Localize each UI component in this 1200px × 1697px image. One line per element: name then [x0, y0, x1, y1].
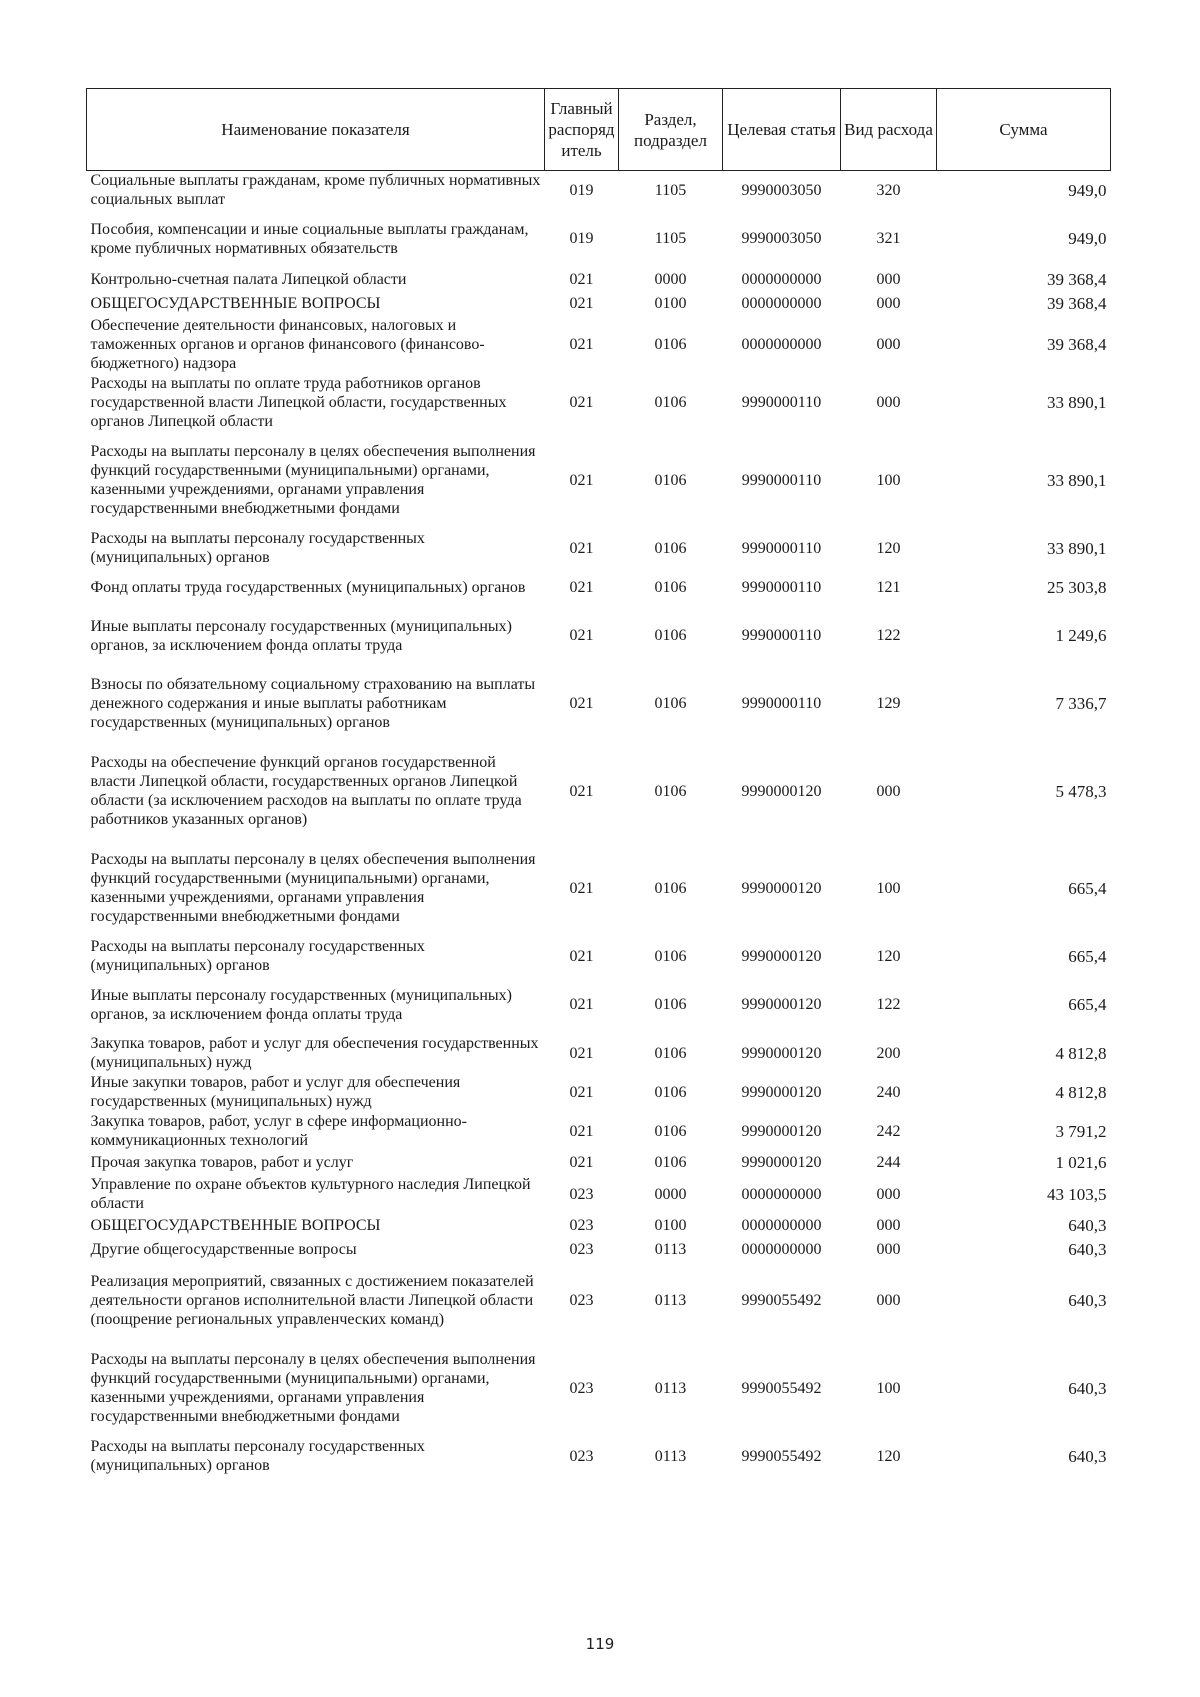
- table-row: [87, 432, 1111, 529]
- row-razdel: 0106: [654, 879, 687, 897]
- row-name: Социальные выплаты гражданам, кроме публичных нормативных социальных выплат: [90, 172, 541, 209]
- row-glavny: 021: [569, 879, 594, 897]
- row-vid: 242: [876, 1122, 901, 1140]
- row-celevaya: 9990000120: [741, 1122, 822, 1140]
- page-number: 119: [585, 1635, 615, 1653]
- row-vid: 000: [876, 295, 901, 312]
- row-name: Другие общегосударственные вопросы: [90, 1241, 357, 1258]
- row-summa: 665,4: [1068, 995, 1107, 1014]
- row-glavny: 021: [569, 394, 594, 411]
- table-row: [87, 1214, 1111, 1238]
- row-summa: 949,0: [1068, 229, 1107, 248]
- table-row: [87, 1262, 1111, 1340]
- row-razdel: 0106: [654, 1122, 687, 1140]
- row-glavny: 021: [569, 271, 594, 288]
- row-razdel: 0100: [654, 295, 687, 312]
- row-celevaya: 9990055492: [741, 1379, 822, 1397]
- row-celevaya: 9990003050: [741, 230, 822, 247]
- row-glavny: 021: [569, 539, 594, 557]
- row-vid: 122: [876, 996, 901, 1013]
- row-glavny: 021: [569, 627, 594, 644]
- row-glavny: 021: [569, 1044, 594, 1062]
- row-name: Иные выплаты персоналу государственных (муниципальных) органов, за исключением фонда оплаты труда: [90, 617, 512, 654]
- row-summa: 1 021,6: [1055, 1153, 1107, 1172]
- row-summa: 33 890,1: [1047, 470, 1107, 490]
- row-name: Расходы на обеспечение функций органов государственной власти Липецкой области, государственных органов Липецкой области (за исключением расходов на выплаты по оплате труда работников указанных органов): [90, 754, 522, 828]
- row-razdel: 0106: [654, 1083, 687, 1101]
- row-celevaya: 0000000000: [741, 1185, 822, 1203]
- table-row: [87, 1175, 1111, 1214]
- budget-table: [86, 88, 1111, 1476]
- table-row: [87, 1034, 1111, 1073]
- row-celevaya: 0000000000: [741, 336, 822, 353]
- row-razdel: 0106: [654, 539, 687, 557]
- row-glavny: 023: [569, 1447, 594, 1465]
- row-razdel: 0113: [654, 1379, 687, 1397]
- row-vid: 000: [876, 271, 901, 288]
- row-razdel: 0113: [654, 1292, 687, 1309]
- row-name: ОБЩЕГОСУДАРСТВЕННЫЕ ВОПРОСЫ: [90, 1217, 381, 1234]
- row-celevaya: 0000000000: [741, 1241, 822, 1258]
- row-summa: 640,3: [1068, 1240, 1107, 1259]
- row-name: Обеспечение деятельности финансовых, налоговых и таможенных органов и органов финансового (финансово-бюджетного) надзора: [90, 317, 485, 372]
- row-summa: 5 478,3: [1055, 781, 1107, 801]
- row-name: Иные выплаты персоналу государственных (муниципальных) органов, за исключением фонда оплаты труда: [90, 986, 512, 1023]
- row-name: ОБЩЕГОСУДАРСТВЕННЫЕ ВОПРОСЫ: [90, 295, 381, 312]
- row-vid: 000: [876, 1217, 901, 1234]
- row-summa: 43 103,5: [1047, 1184, 1107, 1204]
- row-name: Прочая закупка товаров, работ и услуг: [90, 1154, 354, 1171]
- row-celevaya: 9990003050: [741, 181, 822, 199]
- row-razdel: 0113: [654, 1241, 687, 1258]
- row-name: Закупка товаров, работ и услуг для обеспечения государственных (муниципальных) нужд: [90, 1035, 539, 1071]
- row-razdel: 0106: [654, 394, 687, 411]
- header-summa: Сумма: [937, 89, 1111, 171]
- row-razdel: 0106: [654, 996, 687, 1013]
- row-vid: 120: [876, 539, 901, 557]
- row-glavny: 021: [569, 782, 594, 800]
- table-row: [87, 937, 1111, 976]
- row-summa: 39 368,4: [1047, 270, 1107, 289]
- row-glavny: 023: [569, 1185, 594, 1203]
- row-razdel: 0100: [654, 1217, 687, 1234]
- header-name: Наименование показателя: [87, 89, 545, 171]
- row-vid: 100: [876, 1379, 901, 1397]
- row-razdel: 0106: [654, 336, 687, 353]
- row-vid: 100: [876, 471, 901, 489]
- row-summa: 640,3: [1068, 1291, 1107, 1310]
- row-razdel: 0106: [654, 578, 687, 596]
- row-summa: 665,4: [1068, 878, 1107, 898]
- row-summa: 39 368,4: [1047, 335, 1107, 354]
- row-glavny: 021: [569, 1083, 594, 1101]
- table-row: [87, 268, 1111, 292]
- row-name: Фонд оплаты труда государственных (муниципальных) органов: [90, 578, 526, 596]
- row-celevaya: 9990000120: [741, 947, 822, 965]
- row-vid: 121: [876, 578, 901, 596]
- header-vid: Вид расхода: [841, 89, 937, 171]
- row-celevaya: 9990000110: [741, 578, 822, 596]
- row-vid: 000: [876, 1185, 901, 1203]
- header-razdel: Раздел, подраздел: [619, 89, 723, 171]
- row-name: Расходы на выплаты персоналу в целях обеспечения выполнения функций государственными (муниципальными) органами, казенными учреждениями, органами управления государственными внебюджетными фондами: [90, 443, 536, 517]
- row-name: Расходы на выплаты персоналу государственных (муниципальных) органов: [90, 530, 425, 566]
- table-row: [87, 568, 1111, 607]
- row-celevaya: 9990000120: [741, 1154, 822, 1171]
- row-summa: 33 890,1: [1047, 538, 1107, 558]
- table-body: [87, 171, 1111, 1476]
- row-name: Закупка товаров, работ, услуг в сфере информационно-коммуникационных технологий: [90, 1113, 467, 1149]
- row-name: Расходы на выплаты персоналу в целях обеспечения выполнения функций государственными (муниципальными) органами, казенными учреждениями, органами управления государственными внебюджетными фондами: [90, 1351, 536, 1425]
- row-razdel: 0106: [654, 782, 687, 800]
- table-row: [87, 743, 1111, 840]
- row-celevaya: 9990000120: [741, 1083, 822, 1101]
- row-vid: 200: [876, 1044, 901, 1062]
- row-celevaya: 9990000110: [741, 539, 822, 557]
- row-name: Расходы на выплаты персоналу в целях обеспечения выполнения функций государственными (муниципальными) органами, казенными учреждениями, органами управления государственными внебюджетными фондами: [90, 851, 536, 925]
- table-row: [87, 1073, 1111, 1112]
- table-row: [87, 1112, 1111, 1151]
- row-vid: 000: [876, 1241, 901, 1258]
- row-summa: 4 812,8: [1055, 1082, 1107, 1102]
- row-summa: 3 791,2: [1055, 1121, 1107, 1141]
- row-summa: 7 336,7: [1055, 694, 1107, 713]
- row-glavny: 023: [569, 1292, 594, 1309]
- row-summa: 665,4: [1068, 946, 1107, 966]
- table-row: [87, 607, 1111, 665]
- row-vid: 120: [876, 1447, 901, 1465]
- row-vid: 320: [876, 181, 901, 199]
- row-celevaya: 9990055492: [741, 1292, 822, 1309]
- table-row: [87, 976, 1111, 1034]
- table-row: [87, 171, 1111, 210]
- row-vid: 000: [876, 782, 901, 800]
- table-row: [87, 316, 1111, 374]
- row-glavny: 021: [569, 1122, 594, 1140]
- row-celevaya: 0000000000: [741, 295, 822, 312]
- row-razdel: 0106: [654, 471, 687, 489]
- row-summa: 640,3: [1068, 1446, 1107, 1466]
- row-summa: 4 812,8: [1055, 1043, 1107, 1063]
- row-vid: 129: [876, 695, 901, 712]
- row-celevaya: 9990000120: [741, 782, 822, 800]
- row-vid: 244: [876, 1154, 901, 1171]
- row-celevaya: 9990055492: [741, 1447, 822, 1465]
- row-celevaya: 9990000120: [741, 879, 822, 897]
- table-row: [87, 210, 1111, 268]
- row-glavny: 019: [569, 230, 594, 247]
- table-header: [87, 89, 1111, 171]
- row-name: Расходы на выплаты персоналу государственных (муниципальных) органов: [90, 938, 425, 974]
- row-vid: 100: [876, 879, 901, 897]
- table-row: [87, 1151, 1111, 1175]
- header-celevaya: Целевая статья: [723, 89, 841, 171]
- row-summa: 640,3: [1068, 1216, 1107, 1235]
- row-name: Иные закупки товаров, работ и услуг для обеспечения государственных (муниципальных) нужд: [90, 1074, 461, 1110]
- row-celevaya: 9990000120: [741, 996, 822, 1013]
- row-summa: 25 303,8: [1047, 577, 1107, 597]
- row-celevaya: 0000000000: [741, 1217, 822, 1234]
- row-glavny: 021: [569, 295, 594, 312]
- row-razdel: 0106: [654, 627, 687, 644]
- row-glavny: 021: [569, 1154, 594, 1171]
- row-glavny: 023: [569, 1241, 594, 1258]
- table-row: [87, 292, 1111, 316]
- row-name: Реализация мероприятий, связанных с достижением показателей деятельности органов исполнительной власти Липецкой области (поощрение региональных управленческих команд): [90, 1273, 534, 1328]
- row-summa: 33 890,1: [1047, 393, 1107, 412]
- row-vid: 321: [876, 230, 901, 247]
- row-vid: 240: [876, 1083, 901, 1101]
- row-razdel: 0106: [654, 1154, 687, 1171]
- table-row: [87, 665, 1111, 743]
- row-razdel: 0106: [654, 947, 687, 965]
- row-vid: 000: [876, 1292, 901, 1309]
- table-row: [87, 840, 1111, 937]
- row-glavny: 021: [569, 471, 594, 489]
- row-vid: 000: [876, 336, 901, 353]
- row-razdel: 0000: [654, 271, 687, 288]
- row-name: Пособия, компенсации и иные социальные выплаты гражданам, кроме публичных нормативных обязательств: [90, 220, 529, 257]
- row-summa: 1 249,6: [1055, 626, 1107, 645]
- table-row: [87, 529, 1111, 568]
- row-razdel: 1105: [654, 230, 687, 247]
- row-razdel: 1105: [654, 181, 687, 199]
- row-glavny: 021: [569, 947, 594, 965]
- row-vid: 000: [876, 394, 901, 411]
- row-glavny: 021: [569, 695, 594, 712]
- row-summa: 640,3: [1068, 1378, 1107, 1398]
- row-celevaya: 9990000110: [741, 394, 822, 411]
- row-summa: 39 368,4: [1047, 294, 1107, 313]
- row-name: Взносы по обязательному социальному страхованию на выплаты денежного содержания и иные выплаты работникам государственных (муниципальных) органов: [90, 676, 536, 731]
- row-glavny: 023: [569, 1379, 594, 1397]
- row-vid: 120: [876, 947, 901, 965]
- table-row: [87, 1437, 1111, 1476]
- table-row: [87, 1238, 1111, 1262]
- row-name: Расходы на выплаты персоналу государственных (муниципальных) органов: [90, 1438, 425, 1474]
- row-name: Управление по охране объектов культурного наследия Липецкой области: [90, 1176, 531, 1212]
- row-summa: 949,0: [1068, 180, 1107, 200]
- row-razdel: 0106: [654, 1044, 687, 1062]
- row-celevaya: 9990000110: [741, 471, 822, 489]
- row-glavny: 021: [569, 578, 594, 596]
- row-celevaya: 0000000000: [741, 271, 822, 288]
- row-name: Расходы на выплаты по оплате труда работников органов государственной власти Липецкой области, государственных органов Липецкой области: [90, 375, 507, 430]
- row-glavny: 019: [569, 181, 594, 199]
- row-razdel: 0000: [654, 1185, 687, 1203]
- row-glavny: 021: [569, 336, 594, 353]
- row-glavny: 023: [569, 1217, 594, 1234]
- row-razdel: 0106: [654, 695, 687, 712]
- row-celevaya: 9990000110: [741, 695, 822, 712]
- table-row: [87, 1340, 1111, 1437]
- row-razdel: 0113: [654, 1447, 687, 1465]
- row-celevaya: 9990000120: [741, 1044, 822, 1062]
- row-name: Контрольно-счетная палата Липецкой области: [90, 271, 407, 288]
- row-celevaya: 9990000110: [741, 627, 822, 644]
- row-glavny: 021: [569, 996, 594, 1013]
- row-vid: 122: [876, 627, 901, 644]
- table-row: [87, 374, 1111, 432]
- header-glavny: Главный распоряд итель: [545, 89, 619, 171]
